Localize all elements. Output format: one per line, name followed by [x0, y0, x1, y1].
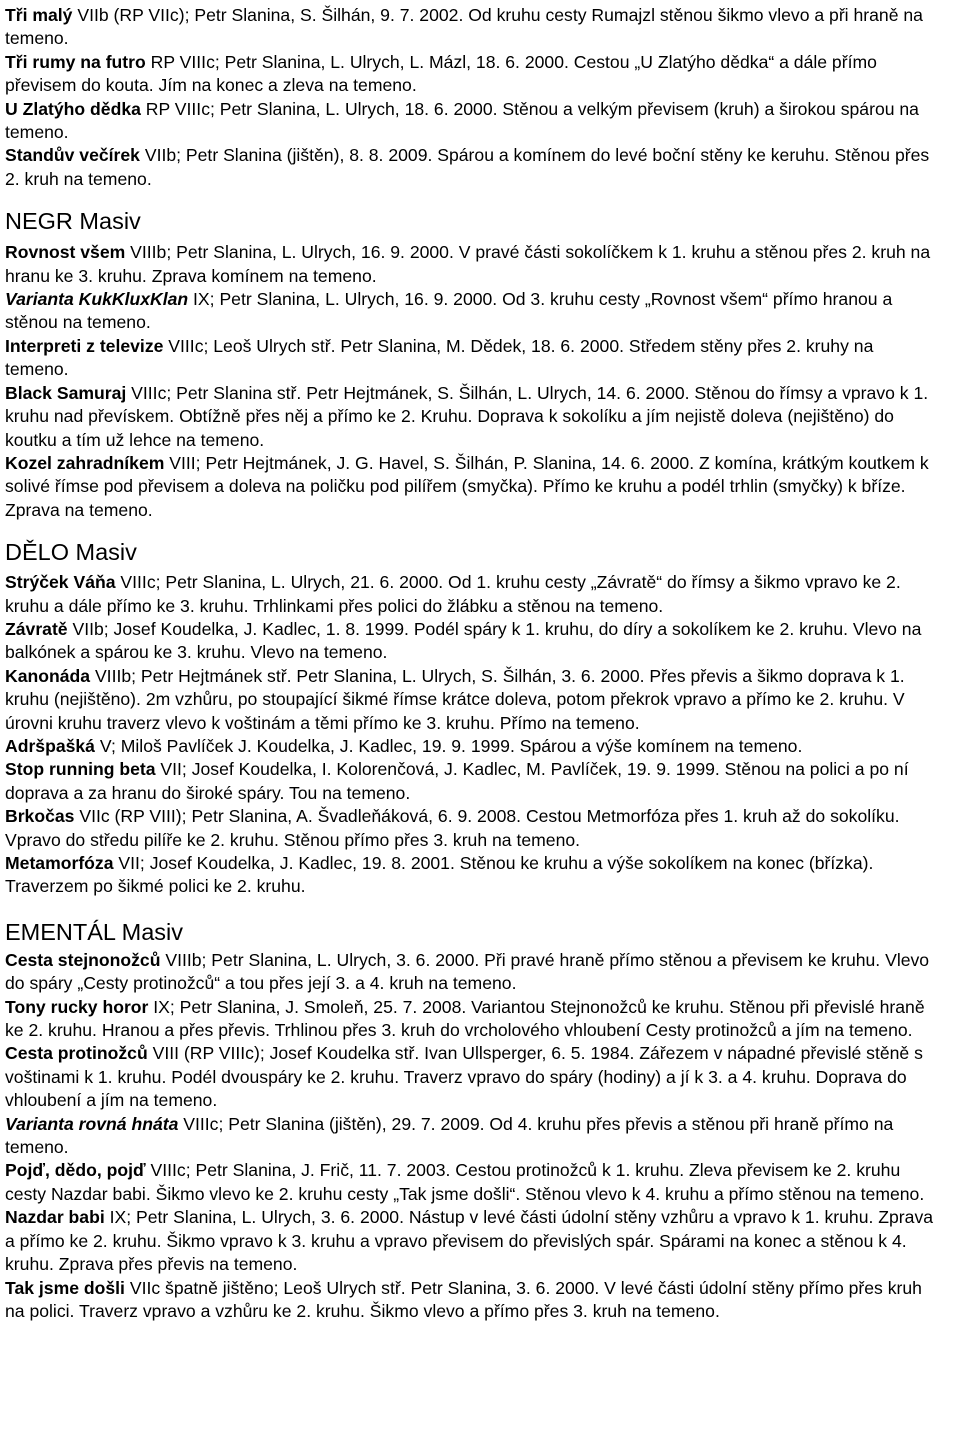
route-description: VIII (RP VIIIc); Josef Koudelka stř. Ivan Ullsperger, 6. 5. 1984. Zářezem v nápadné převislé stěně s voštinami k 1. kruhu. Podél dvouspáry ke 2. kruhu. Traverz vpravo do spáry (hodiny) a jí k 3. a 4. kruhu. Doprava do vhloubení a jím na temeno. [5, 1043, 923, 1111]
route-description: RP VIIIc; Petr Slanina, L. Ulrych, L. Mázl, 18. 6. 2000. Cestou „U Zlatýho dědka“ a dále přímo převisem do kouta. Jím na konec a zleva na temeno. [5, 51, 877, 96]
route-description: RP VIIIc; Petr Slanina, L. Ulrych, 18. 6. 2000. Stěnou a velkým převisem (kruh) a širokou spárou na temeno. [5, 98, 919, 143]
route-description: VIIIc; Petr Slanina (jištěn), 29. 7. 2009. Od 4. kruhu přes převis a stěnou při hraně přímo na temeno. [5, 1113, 894, 1158]
route-entry [5, 98, 936, 145]
route-entry [5, 571, 936, 618]
route-description: IX; Petr Slanina, J. Smoleň, 25. 7. 2008. Variantou Stejnonožců ke kruhu. Stěnou při převislé hraně ke 2. kruhu. Hranou a přes převis. Trhlinou přes 3. kruh do vrcholového vhloubení Cesty protinožců a jím na temeno. [5, 996, 925, 1041]
section [5, 208, 936, 522]
route-description: VIIIc; Petr Slanina stř. Petr Hejtmánek, S. Šilhán, L. Ulrych, 14. 6. 2000. Stěnou do římsy a vpravo k 1. kruhu nad převískem. Obtížně přes něj a přímo ke 2. Kruhu. Doprava k sokolíku a jím nejistě doleva (nejištěno) do koutku a tím už lehce na temeno. [5, 382, 929, 450]
route-description: VIIb; Josef Koudelka, J. Kadlec, 1. 8. 1999. Podél spáry k 1. kruhu, do díry a sokolíkem ke 2. kruhu. Vlevo na balkónek a spárou ke 3. kruhu. Vlevo na temeno. [5, 618, 922, 663]
route-description: V; Miloš Pavlíček J. Koudelka, J. Kadlec, 19. 9. 1999. Spárou a výše komínem na temeno. [94, 735, 803, 756]
route-description: VIIb; Petr Slanina (jištěn), 8. 8. 2009. Spárou a komínem do levé boční stěny ke keruhu. Stěnou přes 2. kruh na temeno. [5, 145, 930, 189]
route-entry [5, 1206, 936, 1276]
route-entry [5, 1113, 936, 1160]
route-name: U Zlatýho dědka [5, 98, 141, 119]
section-heading: DĚLO Masiv [5, 539, 137, 566]
route-name: Varianta KukKluxKlan [5, 289, 189, 310]
route-name: Cesta protinožců [5, 1043, 148, 1064]
route-name: Rovnost všem [5, 242, 126, 263]
route-name: Strýček Váňa [5, 572, 116, 593]
route-entry [5, 51, 936, 98]
route-name: Standův večírek [5, 145, 140, 166]
route-name: Kanonáda [5, 665, 91, 686]
route-entry [5, 618, 936, 665]
route-name: Black Samuraj [5, 382, 127, 403]
route-name: Brkočas [5, 806, 75, 827]
route-name: Pojď, dědo, pojď [5, 1160, 146, 1181]
route-name: Tony rucky horor [5, 996, 149, 1017]
route-entry [5, 805, 936, 852]
route-entry [5, 758, 936, 805]
route-description: VIIIb; Petr Slanina, L. Ulrych, 3. 6. 2000. Při pravé hraně přímo stěnou a převisem ke kruhu. Vlevo do spáry „Cesty protinožců“ a tou přes její 3. a 4. kruh na temeno. [5, 949, 930, 994]
route-entry [5, 1159, 936, 1206]
route-entry [5, 144, 936, 191]
route-entry [5, 241, 936, 288]
route-description: VIII; Petr Hejtmánek, J. G. Havel, S. Šilhán, P. Slanina, 14. 6. 2000. Z komína, krátkým koutkem k solivé římse pod převisem a doleva na poličku pod pilířem (smyčka). Přímo ke kruhu a podél trhlin (smyčky) k bříze. Zprava na temeno. [5, 452, 929, 520]
route-description: VIIc špatně jištěno; Leoš Ulrych stř. Petr Slanina, 3. 6. 2000. V levé části údolní stěny přímo přes kruh na polici. Traverz vpravo a vzhůru ke 2. kruhu. Šikmo vlevo a přímo přes 3. kruh na temeno. [5, 1277, 922, 1321]
route-name: Cesta stejnonožců [5, 949, 161, 970]
route-entry [5, 949, 936, 996]
route-description: VIIc (RP VIII); Petr Slanina, A. Švadleňáková, 6. 9. 2008. Cestou Metmorfóza přes 1. kruh až do sokolíku. Vpravo do středu pilíře ke 2. kruhu. Stěnou přímo přes 3. kruh na temeno. [5, 806, 900, 850]
route-name: Nazdar babi [5, 1207, 105, 1228]
section [5, 919, 936, 1324]
route-name: Stop running beta [5, 759, 156, 780]
route-description: VIIIc; Petr Slanina, J. Frič, 11. 7. 2003. Cestou protinožců k 1. kruhu. Zleva převisem ke 2. kruhu cesty Nazdar babi. Šikmo vlevo ke 2. kruhu cesty „Tak jsme došli“. Stěnou vlevo k 4. kruhu a přímo stěnou na temeno. [5, 1160, 925, 1204]
route-name: Kozel zahradníkem [5, 452, 165, 473]
route-entry [5, 288, 936, 335]
route-entry [5, 335, 936, 382]
route-description: VII; Josef Koudelka, J. Kadlec, 19. 8. 2001. Stěnou ke kruhu a výše sokolíkem na konec (břízka). Traverzem po šikmé polici ke 2. kruhu. [5, 853, 874, 897]
route-entry [5, 735, 936, 758]
route-name: Varianta rovná hnáta [5, 1113, 179, 1134]
route-name: Adršpašká [5, 735, 95, 756]
route-description: IX; Petr Slanina, L. Ulrych, 3. 6. 2000. Nástup v levé části údolní stěny vzhůru a vpravo k 1. kruhu. Zprava a přímo ke 2. kruhu. Šikmo vpravo k 3. kruhu a vpravo převisem do převislých spár. Spárami na konec a stěnou k 4. kruhu. Zprava přes převis na temeno. [5, 1207, 934, 1275]
route-description: VIIIb; Petr Slanina, L. Ulrych, 16. 9. 2000. V pravé části sokolíčkem k 1. kruhu a stěnou přes 2. kruh na hranu ke 3. kruhu. Zprava komínem na temeno. [5, 242, 931, 286]
route-entry [5, 852, 936, 899]
route-name: Závratě [5, 618, 68, 639]
route-entry [5, 382, 936, 452]
route-name: Tři malý [5, 5, 73, 25]
route-sections [5, 208, 936, 1323]
route-description: IX; Petr Slanina, L. Ulrych, 16. 9. 2000. Od 3. kruhu cesty „Rovnost všem“ přímo hranou a stěnou na temeno. [5, 289, 893, 333]
section [5, 539, 936, 899]
route-entry [5, 4, 936, 51]
route-description: VIIIc; Leoš Ulrych stř. Petr Slanina, M. Dědek, 18. 6. 2000. Středem stěny přes 2. kruhy na temeno. [5, 335, 874, 380]
route-description: VIIIb; Petr Hejtmánek stř. Petr Slanina, L. Ulrych, S. Šilhán, 3. 6. 2000. Přes převis a šikmo doprava k 1. kruhu (nejištěno). 2m vzhůru, po stoupající šikmé římse krátce doleva, potom překrok vpravo a přímo ke 2. kruhu. V úrovni kruhu traverz vlevo k voštinám a těmi přímo ke 3. kruhu. Přímo na temeno. [5, 665, 905, 733]
route-entry [5, 1042, 936, 1112]
route-name: Interpreti z televize [5, 335, 164, 356]
route-description: VIIb (RP VIIc); Petr Slanina, S. Šilhán, 9. 7. 2002. Od kruhu cesty Rumajzl stěnou šikmo vlevo a při hraně na temeno. [5, 5, 923, 49]
intro-routes [5, 4, 936, 191]
route-entry [5, 1277, 936, 1324]
route-name: Metamorfóza [5, 853, 114, 873]
route-entry [5, 452, 936, 522]
route-name: Tři rumy na futro [5, 51, 146, 72]
section-heading: NEGR Masiv [5, 208, 141, 235]
route-description: VII; Josef Koudelka, I. Kolorenčová, J. Kadlec, M. Pavlíček, 19. 9. 1999. Stěnou na polici a po ní doprava a za hranu do široké spáry. Tou na temeno. [5, 759, 909, 803]
route-entry [5, 665, 936, 735]
section-heading: EMENTÁL Masiv [5, 918, 184, 945]
route-entry [5, 996, 936, 1043]
route-name: Tak jsme došli [5, 1277, 125, 1298]
route-description: VIIIc; Petr Slanina, L. Ulrych, 21. 6. 2000. Od 1. kruhu cesty „Závratě“ do římsy a šikmo vpravo ke 2. kruhu a dále přímo ke 3. kruhu. Trhlinkami přes polici do žlábku a stěnou na temeno. [5, 572, 901, 616]
